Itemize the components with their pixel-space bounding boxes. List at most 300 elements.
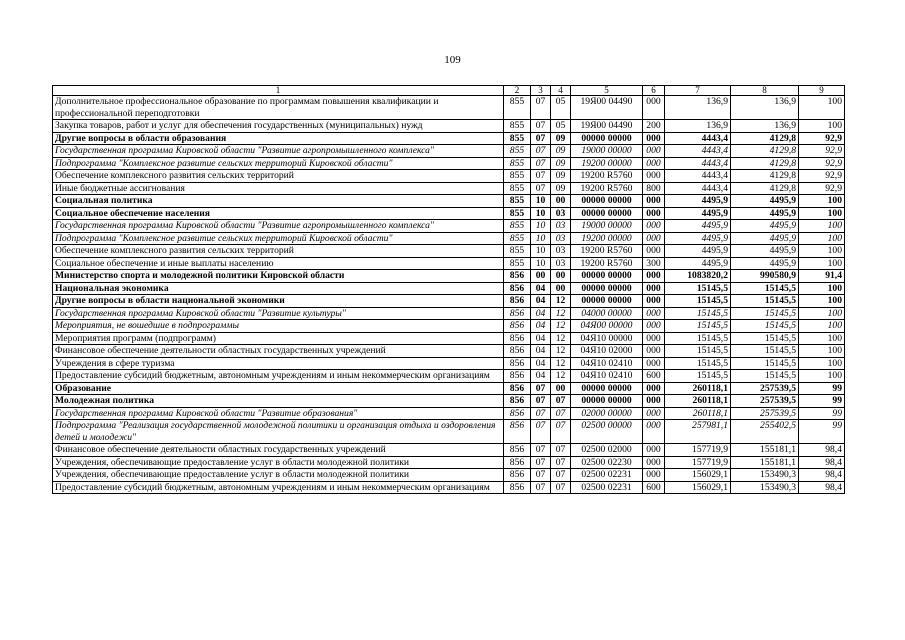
cell-expense-type: 000 xyxy=(643,357,665,370)
cell-subsection: 00 xyxy=(551,382,571,395)
table-row xyxy=(53,232,845,245)
row-name: Закупка товаров, работ и услуг для обеспечения государственных (муниципальных) нужд xyxy=(53,120,504,133)
table-row xyxy=(53,370,845,383)
cell-subsection: 09 xyxy=(551,157,571,170)
cell-expense-type: 000 xyxy=(643,320,665,333)
cell-section: 04 xyxy=(531,370,551,383)
cell-subsection: 09 xyxy=(551,145,571,158)
cell-planned: 15145,5 xyxy=(665,320,731,333)
cell-percent: 100 xyxy=(799,332,845,345)
cell-code: 855 xyxy=(504,220,531,233)
row-name: Подпрограмма "Комплексное развитие сельских территорий Кировской области" xyxy=(53,232,504,245)
cell-expense-type: 000 xyxy=(643,195,665,208)
table-row xyxy=(53,307,845,320)
cell-percent: 98,4 xyxy=(799,456,845,469)
cell-target-article: 00000 00000 xyxy=(571,382,643,395)
cell-code: 856 xyxy=(504,307,531,320)
table-row xyxy=(53,195,845,208)
cell-code: 856 xyxy=(504,370,531,383)
table-row xyxy=(53,257,845,270)
cell-expense-type: 000 xyxy=(643,207,665,220)
cell-percent: 100 xyxy=(799,295,845,308)
table-row xyxy=(53,395,845,408)
column-header: 8 xyxy=(731,86,799,96)
cell-subsection: 03 xyxy=(551,257,571,270)
cell-planned: 157719,9 xyxy=(665,456,731,469)
cell-subsection: 00 xyxy=(551,270,571,283)
cell-expense-type: 000 xyxy=(643,157,665,170)
cell-target-article: 19200 00000 xyxy=(571,157,643,170)
cell-planned: 156029,1 xyxy=(665,481,731,494)
cell-expense-type: 000 xyxy=(643,345,665,358)
cell-target-article: 04000 00000 xyxy=(571,307,643,320)
cell-executed: 15145,5 xyxy=(731,370,799,383)
row-name: Учреждения в сфере туризма xyxy=(53,357,504,370)
cell-planned: 1083820,2 xyxy=(665,270,731,283)
table-row xyxy=(53,170,845,183)
cell-subsection: 07 xyxy=(551,456,571,469)
cell-executed: 15145,5 xyxy=(731,282,799,295)
cell-target-article: 04Я10 00000 xyxy=(571,332,643,345)
cell-code: 855 xyxy=(504,232,531,245)
cell-planned: 4495,9 xyxy=(665,245,731,258)
column-header: 3 xyxy=(531,86,551,96)
row-name: Государственная программа Кировской области "Развитие агропромышленного комплекса" xyxy=(53,145,504,158)
row-name: Другие вопросы в области образования xyxy=(53,132,504,145)
row-name: Другие вопросы в области национальной экономики xyxy=(53,295,504,308)
cell-planned: 15145,5 xyxy=(665,357,731,370)
cell-planned: 15145,5 xyxy=(665,370,731,383)
column-header: 1 xyxy=(53,86,504,96)
row-name: Социальная политика xyxy=(53,195,504,208)
cell-section: 04 xyxy=(531,307,551,320)
cell-section: 00 xyxy=(531,270,551,283)
row-name: Финансовое обеспечение деятельности областных государственных учреждений xyxy=(53,345,504,358)
row-name: Министерство спорта и молодежной политики Кировской области xyxy=(53,270,504,283)
cell-percent: 92,9 xyxy=(799,157,845,170)
cell-code: 856 xyxy=(504,469,531,482)
cell-target-article: 19200 R5760 xyxy=(571,182,643,195)
cell-subsection: 07 xyxy=(551,444,571,457)
cell-expense-type: 000 xyxy=(643,407,665,420)
cell-section: 07 xyxy=(531,120,551,133)
table-row xyxy=(53,295,845,308)
cell-code: 856 xyxy=(504,270,531,283)
cell-expense-type: 000 xyxy=(643,170,665,183)
cell-executed: 990580,9 xyxy=(731,270,799,283)
row-name: Мероприятия программ (подпрограмм) xyxy=(53,332,504,345)
cell-planned: 15145,5 xyxy=(665,282,731,295)
table-row xyxy=(53,444,845,457)
table-row xyxy=(53,332,845,345)
cell-section: 10 xyxy=(531,220,551,233)
row-name: Государственная программа Кировской области "Развитие агропромышленного комплекса" xyxy=(53,220,504,233)
table-body xyxy=(53,96,845,494)
table-row xyxy=(53,320,845,333)
cell-planned: 260118,1 xyxy=(665,407,731,420)
cell-code: 856 xyxy=(504,345,531,358)
row-name: Подпрограмма "Комплексное развитие сельских территорий Кировской области" xyxy=(53,157,504,170)
cell-percent: 100 xyxy=(799,220,845,233)
cell-expense-type: 300 xyxy=(643,257,665,270)
row-name: Обеспечение комплексного развития сельских территорий xyxy=(53,170,504,183)
cell-target-article: 02500 02231 xyxy=(571,481,643,494)
row-name: Учреждения, обеспечивающие предоставление услуг в области молодежной политики xyxy=(53,469,504,482)
table-row xyxy=(53,420,845,444)
cell-expense-type: 000 xyxy=(643,270,665,283)
table-row xyxy=(53,207,845,220)
table-row xyxy=(53,270,845,283)
cell-target-article: 19Я00 04490 xyxy=(571,96,643,120)
cell-expense-type: 000 xyxy=(643,220,665,233)
cell-percent: 100 xyxy=(799,345,845,358)
cell-section: 07 xyxy=(531,182,551,195)
cell-target-article: 04Я10 02410 xyxy=(571,370,643,383)
cell-code: 856 xyxy=(504,395,531,408)
cell-subsection: 09 xyxy=(551,132,571,145)
table-row xyxy=(53,96,845,120)
cell-planned: 257981,1 xyxy=(665,420,731,444)
cell-code: 856 xyxy=(504,357,531,370)
cell-code: 856 xyxy=(504,295,531,308)
cell-target-article: 19000 00000 xyxy=(571,220,643,233)
cell-executed: 15145,5 xyxy=(731,307,799,320)
cell-target-article: 00000 00000 xyxy=(571,195,643,208)
cell-code: 855 xyxy=(504,245,531,258)
cell-section: 07 xyxy=(531,145,551,158)
table-row xyxy=(53,182,845,195)
cell-subsection: 09 xyxy=(551,170,571,183)
cell-planned: 4495,9 xyxy=(665,195,731,208)
cell-subsection: 12 xyxy=(551,370,571,383)
cell-expense-type: 000 xyxy=(643,295,665,308)
cell-executed: 257539,5 xyxy=(731,407,799,420)
row-name: Подпрограмма "Реализация государственной молодежной политики и организация отдыха и оздоровления детей и молодежи" xyxy=(53,420,504,444)
cell-executed: 4495,9 xyxy=(731,245,799,258)
column-header: 7 xyxy=(665,86,731,96)
header-row xyxy=(53,86,845,96)
cell-section: 07 xyxy=(531,96,551,120)
cell-subsection: 00 xyxy=(551,195,571,208)
row-name: Социальное обеспечение и иные выплаты населению xyxy=(53,257,504,270)
cell-subsection: 03 xyxy=(551,232,571,245)
cell-percent: 100 xyxy=(799,232,845,245)
cell-executed: 15145,5 xyxy=(731,345,799,358)
column-header: 6 xyxy=(643,86,665,96)
cell-percent: 100 xyxy=(799,257,845,270)
cell-planned: 4495,9 xyxy=(665,257,731,270)
table-row xyxy=(53,245,845,258)
cell-code: 855 xyxy=(504,207,531,220)
table-row xyxy=(53,469,845,482)
page-number: 109 xyxy=(444,54,461,66)
cell-target-article: 19000 00000 xyxy=(571,145,643,158)
cell-executed: 15145,5 xyxy=(731,332,799,345)
cell-percent: 100 xyxy=(799,282,845,295)
cell-target-article: 00000 00000 xyxy=(571,207,643,220)
cell-section: 07 xyxy=(531,407,551,420)
cell-code: 856 xyxy=(504,332,531,345)
cell-subsection: 12 xyxy=(551,295,571,308)
table-row xyxy=(53,120,845,133)
cell-planned: 4443,4 xyxy=(665,157,731,170)
cell-code: 855 xyxy=(504,132,531,145)
cell-expense-type: 000 xyxy=(643,332,665,345)
cell-target-article: 19200 R5760 xyxy=(571,170,643,183)
table-row xyxy=(53,481,845,494)
cell-executed: 4495,9 xyxy=(731,257,799,270)
row-name: Иные бюджетные ассигнования xyxy=(53,182,504,195)
cell-section: 04 xyxy=(531,320,551,333)
cell-subsection: 12 xyxy=(551,357,571,370)
column-header: 5 xyxy=(571,86,643,96)
cell-percent: 99 xyxy=(799,395,845,408)
cell-subsection: 12 xyxy=(551,320,571,333)
cell-executed: 257539,5 xyxy=(731,382,799,395)
row-name: Социальное обеспечение населения xyxy=(53,207,504,220)
cell-planned: 260118,1 xyxy=(665,395,731,408)
column-header: 4 xyxy=(551,86,571,96)
cell-percent: 98,4 xyxy=(799,469,845,482)
row-name: Образование xyxy=(53,382,504,395)
cell-percent: 91,4 xyxy=(799,270,845,283)
cell-target-article: 04Я10 02000 xyxy=(571,345,643,358)
cell-subsection: 07 xyxy=(551,395,571,408)
cell-planned: 4443,4 xyxy=(665,170,731,183)
cell-target-article: 02500 00000 xyxy=(571,420,643,444)
cell-section: 04 xyxy=(531,282,551,295)
cell-expense-type: 000 xyxy=(643,395,665,408)
table-row xyxy=(53,382,845,395)
cell-expense-type: 000 xyxy=(643,469,665,482)
table-row xyxy=(53,357,845,370)
cell-code: 855 xyxy=(504,182,531,195)
cell-subsection: 03 xyxy=(551,207,571,220)
cell-code: 856 xyxy=(504,481,531,494)
cell-section: 07 xyxy=(531,456,551,469)
cell-subsection: 07 xyxy=(551,420,571,444)
cell-subsection: 09 xyxy=(551,182,571,195)
row-name: Предоставление субсидий бюджетным, автономным учреждениям и иным некоммерческим организациям xyxy=(53,481,504,494)
cell-target-article: 02500 02000 xyxy=(571,444,643,457)
cell-percent: 100 xyxy=(799,370,845,383)
table-row xyxy=(53,220,845,233)
cell-expense-type: 000 xyxy=(643,456,665,469)
cell-percent: 92,9 xyxy=(799,132,845,145)
cell-code: 855 xyxy=(504,157,531,170)
cell-target-article: 00000 00000 xyxy=(571,270,643,283)
cell-section: 10 xyxy=(531,195,551,208)
cell-executed: 255402,5 xyxy=(731,420,799,444)
cell-code: 855 xyxy=(504,257,531,270)
cell-target-article: 19Я00 04490 xyxy=(571,120,643,133)
cell-subsection: 07 xyxy=(551,481,571,494)
cell-target-article: 04Я00 00000 xyxy=(571,320,643,333)
cell-planned: 260118,1 xyxy=(665,382,731,395)
cell-code: 855 xyxy=(504,170,531,183)
table-row xyxy=(53,157,845,170)
cell-planned: 15145,5 xyxy=(665,345,731,358)
cell-planned: 4443,4 xyxy=(665,132,731,145)
cell-subsection: 03 xyxy=(551,245,571,258)
cell-section: 04 xyxy=(531,332,551,345)
cell-expense-type: 000 xyxy=(643,245,665,258)
cell-executed: 257539,5 xyxy=(731,395,799,408)
row-name: Предоставление субсидий бюджетным, автономным учреждениям и иным некоммерческим организациям xyxy=(53,370,504,383)
cell-code: 856 xyxy=(504,382,531,395)
cell-subsection: 12 xyxy=(551,307,571,320)
cell-executed: 4495,9 xyxy=(731,220,799,233)
cell-planned: 136,9 xyxy=(665,96,731,120)
cell-planned: 4443,4 xyxy=(665,182,731,195)
cell-executed: 4495,9 xyxy=(731,207,799,220)
cell-expense-type: 000 xyxy=(643,132,665,145)
cell-expense-type: 000 xyxy=(643,282,665,295)
cell-subsection: 07 xyxy=(551,469,571,482)
cell-target-article: 02500 02231 xyxy=(571,469,643,482)
cell-target-article: 00000 00000 xyxy=(571,132,643,145)
cell-expense-type: 600 xyxy=(643,370,665,383)
table-row xyxy=(53,132,845,145)
row-name: Дополнительное профессиональное образование по программам повышения квалификации и профессиональной переподготовки xyxy=(53,96,504,120)
cell-subsection: 05 xyxy=(551,120,571,133)
row-name: Государственная программа Кировской области "Развитие культуры" xyxy=(53,307,504,320)
budget-table xyxy=(52,85,845,494)
cell-percent: 99 xyxy=(799,382,845,395)
cell-executed: 15145,5 xyxy=(731,320,799,333)
cell-target-article: 04Я10 02410 xyxy=(571,357,643,370)
cell-executed: 4129,8 xyxy=(731,157,799,170)
cell-target-article: 00000 00000 xyxy=(571,295,643,308)
cell-executed: 153490,3 xyxy=(731,469,799,482)
cell-code: 855 xyxy=(504,96,531,120)
cell-executed: 136,9 xyxy=(731,96,799,120)
cell-target-article: 19200 00000 xyxy=(571,232,643,245)
cell-target-article: 19200 R5760 xyxy=(571,245,643,258)
row-name: Национальная экономика xyxy=(53,282,504,295)
cell-section: 07 xyxy=(531,444,551,457)
cell-percent: 100 xyxy=(799,307,845,320)
cell-section: 04 xyxy=(531,357,551,370)
row-name: Государственная программа Кировской области "Развитие образования" xyxy=(53,407,504,420)
cell-percent: 100 xyxy=(799,320,845,333)
table-row xyxy=(53,145,845,158)
cell-expense-type: 000 xyxy=(643,145,665,158)
cell-expense-type: 000 xyxy=(643,444,665,457)
cell-executed: 15145,5 xyxy=(731,357,799,370)
cell-subsection: 03 xyxy=(551,220,571,233)
cell-section: 07 xyxy=(531,420,551,444)
cell-section: 04 xyxy=(531,345,551,358)
cell-code: 856 xyxy=(504,282,531,295)
cell-expense-type: 000 xyxy=(643,96,665,120)
cell-executed: 4129,8 xyxy=(731,132,799,145)
cell-target-article: 02500 02230 xyxy=(571,456,643,469)
cell-percent: 99 xyxy=(799,407,845,420)
cell-code: 856 xyxy=(504,420,531,444)
cell-executed: 4495,9 xyxy=(731,232,799,245)
cell-planned: 157719,9 xyxy=(665,444,731,457)
cell-planned: 156029,1 xyxy=(665,469,731,482)
row-name: Молодежная политика xyxy=(53,395,504,408)
cell-planned: 136,9 xyxy=(665,120,731,133)
cell-section: 07 xyxy=(531,382,551,395)
cell-section: 07 xyxy=(531,469,551,482)
cell-section: 07 xyxy=(531,157,551,170)
row-name: Финансовое обеспечение деятельности областных государственных учреждений xyxy=(53,444,504,457)
cell-subsection: 05 xyxy=(551,96,571,120)
cell-expense-type: 000 xyxy=(643,382,665,395)
cell-executed: 155181,1 xyxy=(731,456,799,469)
cell-planned: 15145,5 xyxy=(665,295,731,308)
row-name: Мероприятия, не вошедшие в подпрограммы xyxy=(53,320,504,333)
cell-executed: 4129,8 xyxy=(731,182,799,195)
cell-planned: 4443,4 xyxy=(665,145,731,158)
cell-percent: 100 xyxy=(799,195,845,208)
cell-planned: 4495,9 xyxy=(665,207,731,220)
cell-executed: 155181,1 xyxy=(731,444,799,457)
cell-percent: 100 xyxy=(799,357,845,370)
cell-expense-type: 800 xyxy=(643,182,665,195)
row-name: Обеспечение комплексного развития сельских территорий xyxy=(53,245,504,258)
cell-expense-type: 600 xyxy=(643,481,665,494)
table-row xyxy=(53,456,845,469)
cell-percent: 100 xyxy=(799,96,845,120)
cell-code: 855 xyxy=(504,195,531,208)
cell-code: 855 xyxy=(504,145,531,158)
cell-subsection: 12 xyxy=(551,332,571,345)
column-header: 2 xyxy=(504,86,531,96)
cell-code: 856 xyxy=(504,407,531,420)
cell-expense-type: 000 xyxy=(643,232,665,245)
cell-percent: 98,4 xyxy=(799,444,845,457)
cell-section: 10 xyxy=(531,257,551,270)
cell-planned: 15145,5 xyxy=(665,332,731,345)
cell-executed: 15145,5 xyxy=(731,295,799,308)
cell-percent: 99 xyxy=(799,420,845,444)
cell-section: 10 xyxy=(531,207,551,220)
cell-executed: 4129,8 xyxy=(731,145,799,158)
cell-code: 855 xyxy=(504,120,531,133)
cell-percent: 92,9 xyxy=(799,182,845,195)
cell-section: 10 xyxy=(531,245,551,258)
cell-planned: 4495,9 xyxy=(665,232,731,245)
cell-percent: 92,9 xyxy=(799,170,845,183)
table-row xyxy=(53,282,845,295)
cell-code: 856 xyxy=(504,444,531,457)
cell-target-article: 00000 00000 xyxy=(571,282,643,295)
cell-executed: 136,9 xyxy=(731,120,799,133)
cell-percent: 100 xyxy=(799,245,845,258)
row-name: Учреждения, обеспечивающие предоставление услуг в области молодежной политики xyxy=(53,456,504,469)
cell-expense-type: 000 xyxy=(643,307,665,320)
cell-code: 856 xyxy=(504,456,531,469)
table-row xyxy=(53,407,845,420)
cell-target-article: 02000 00000 xyxy=(571,407,643,420)
cell-percent: 92,9 xyxy=(799,145,845,158)
table-row xyxy=(53,345,845,358)
cell-executed: 4495,9 xyxy=(731,195,799,208)
column-header: 9 xyxy=(799,86,845,96)
cell-subsection: 07 xyxy=(551,407,571,420)
cell-planned: 4495,9 xyxy=(665,220,731,233)
cell-subsection: 12 xyxy=(551,345,571,358)
cell-percent: 100 xyxy=(799,120,845,133)
cell-executed: 4129,8 xyxy=(731,170,799,183)
cell-percent: 100 xyxy=(799,207,845,220)
cell-expense-type: 000 xyxy=(643,420,665,444)
cell-expense-type: 200 xyxy=(643,120,665,133)
